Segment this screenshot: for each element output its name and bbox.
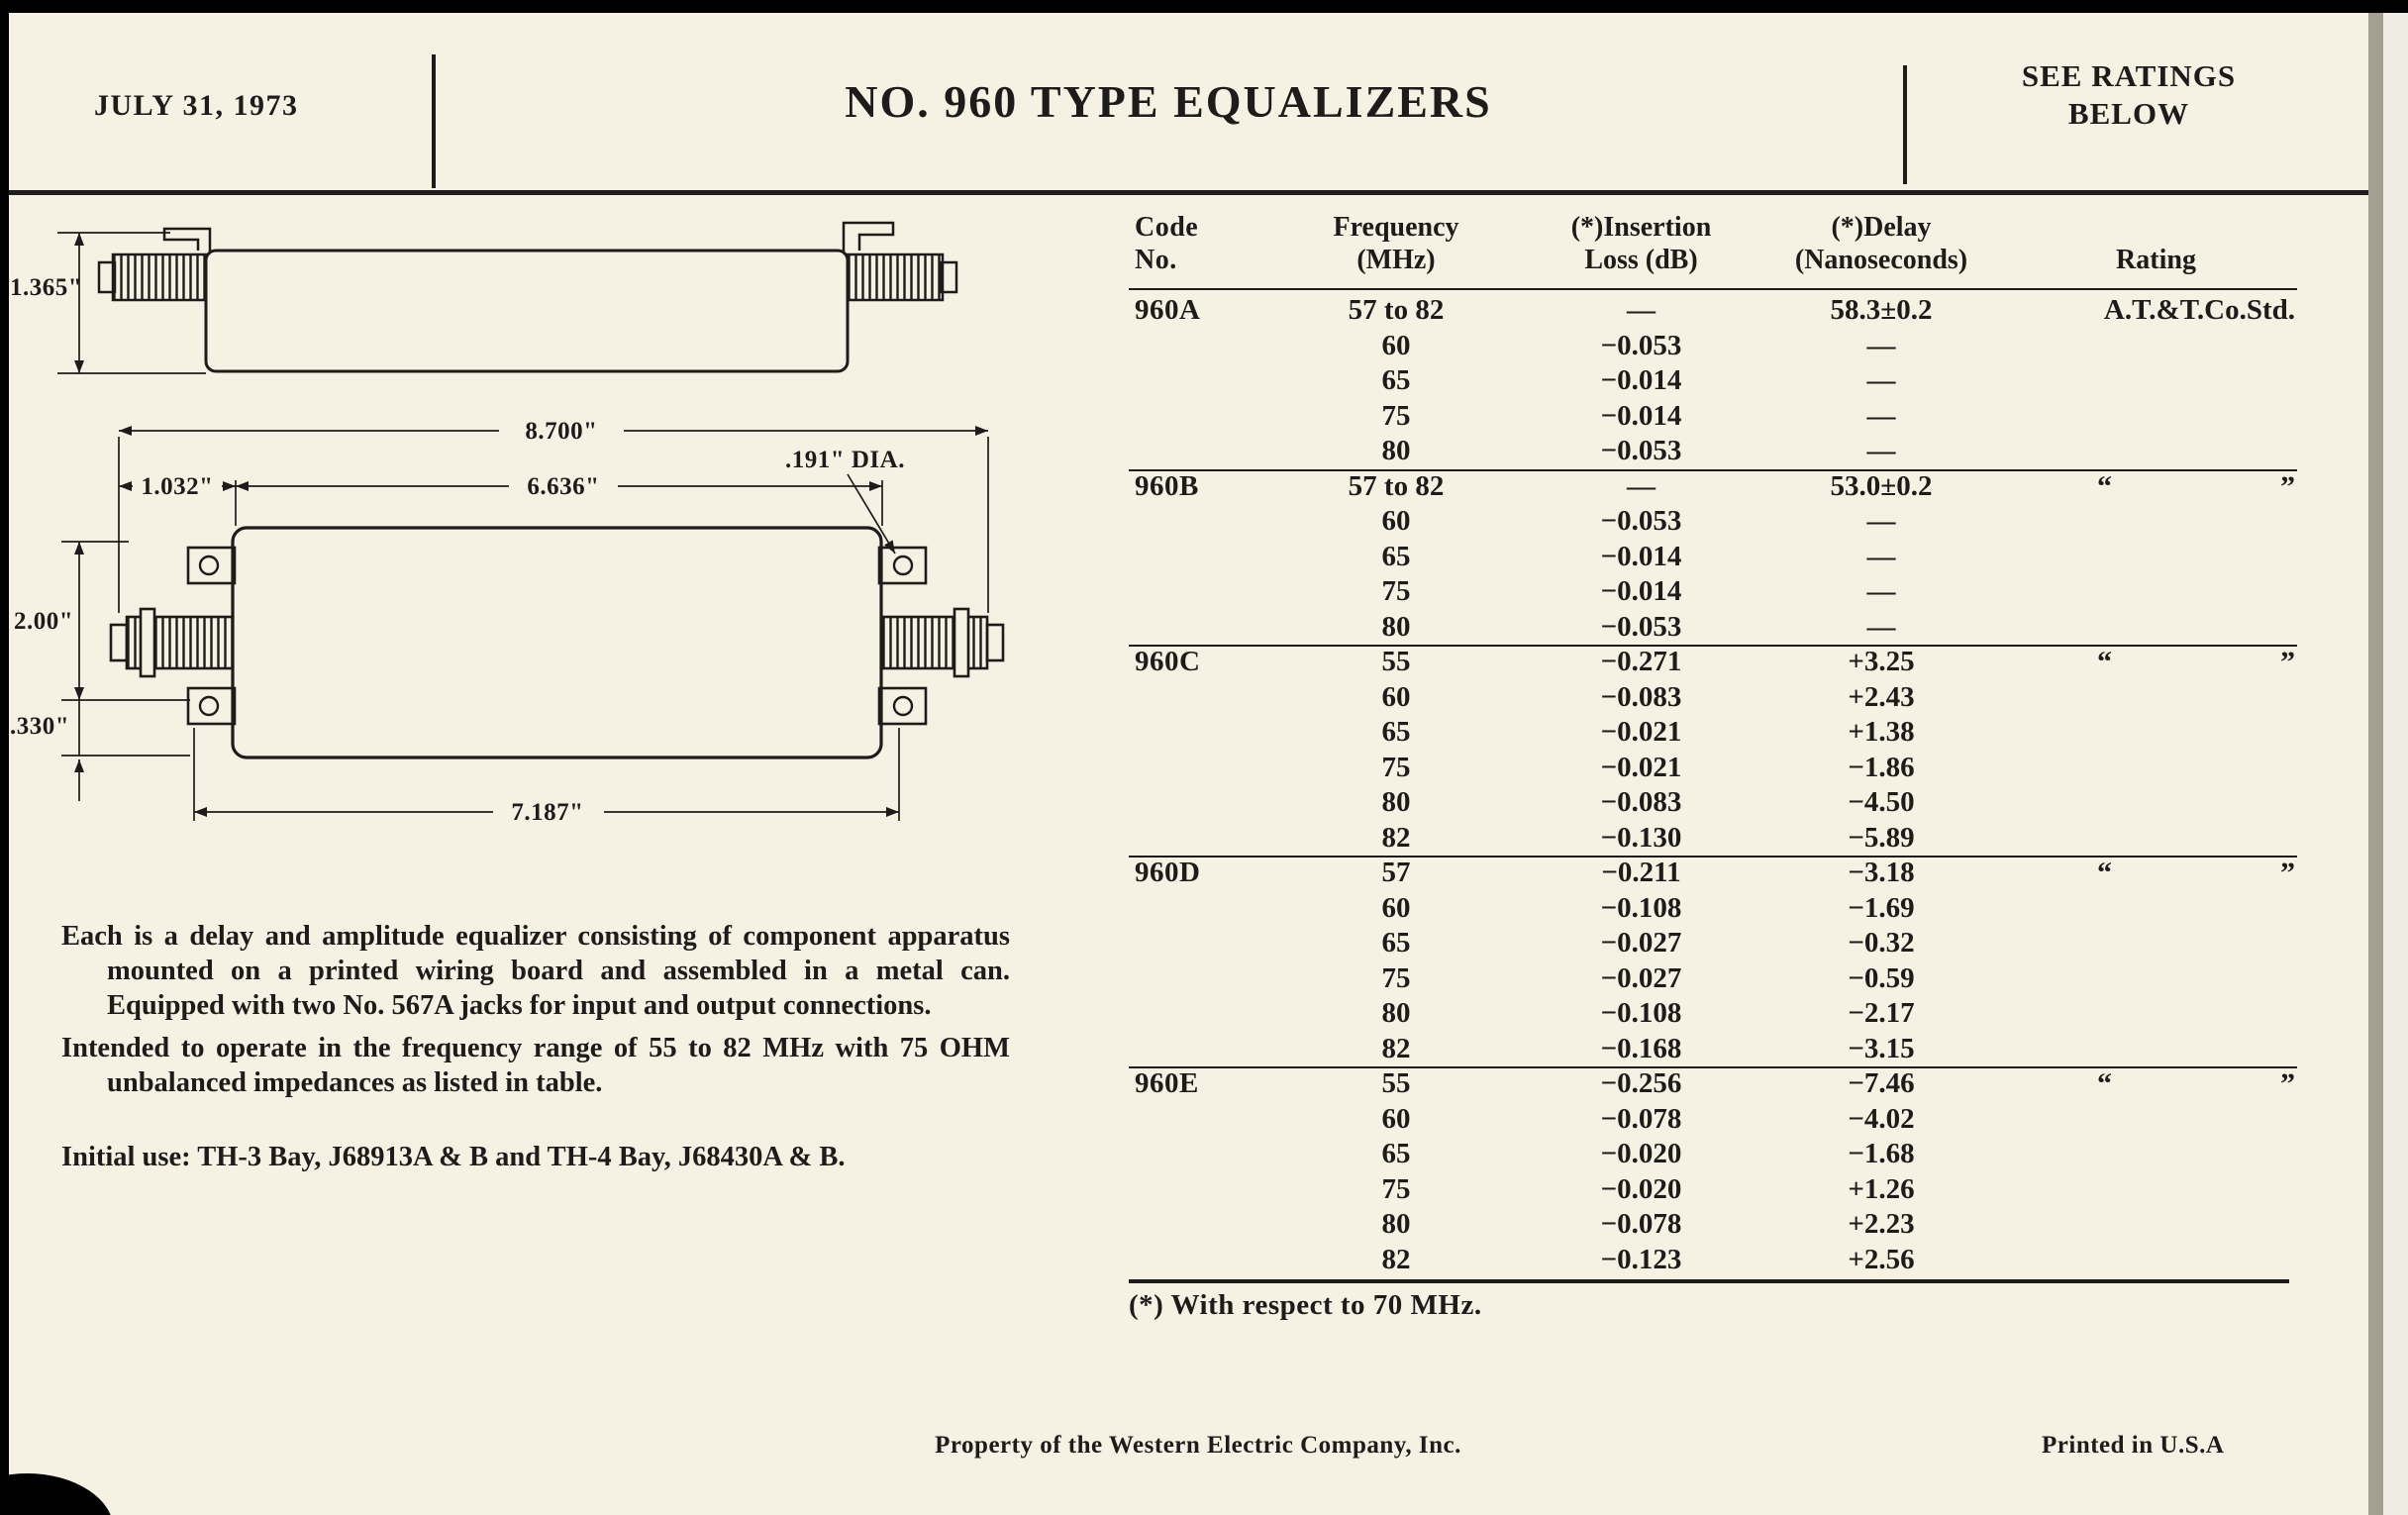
cell-insertion-loss: −0.014: [1600, 540, 1682, 572]
cell-code-no: [1129, 926, 1257, 961]
cell-code-no: [1129, 574, 1257, 610]
cell-code-no: 960D: [1135, 857, 1201, 888]
cell-code-no: [1129, 1207, 1257, 1243]
dim-jack-offset-label: 1.032": [141, 473, 214, 500]
cell-code-no: [1129, 961, 1257, 997]
cell-code-no: [1129, 399, 1257, 435]
table-footnote: (*) With respect to 70 MHz.: [1129, 1289, 1482, 1321]
cell-frequency: 82: [1381, 1243, 1411, 1275]
table-row: [1129, 293, 2297, 329]
col-header-delay: [1748, 211, 2015, 276]
header-divider-right: [1903, 65, 1907, 184]
cell-insertion-loss: −0.053: [1600, 435, 1682, 466]
cell-code-no: 960C: [1135, 646, 1201, 677]
cell-insertion-loss: −0.027: [1600, 927, 1682, 959]
cell-code-no: [1129, 540, 1257, 575]
dim-hole-diameter-label: .191" DIA.: [785, 447, 905, 473]
cell-delay: —: [1866, 610, 1896, 643]
cell-rating: [2015, 715, 2297, 751]
cell-frequency: 80: [1381, 435, 1411, 466]
cell-rating: [2015, 363, 2297, 399]
cell-delay: 53.0±0.2: [1830, 469, 1933, 502]
cell-insertion-loss: −0.271: [1600, 646, 1682, 677]
cell-insertion-loss: −0.021: [1600, 716, 1682, 748]
cell-insertion-loss: −0.256: [1600, 1067, 1682, 1099]
mounting-hole-bottom-left: [200, 697, 218, 715]
col-header-code-line2: No.: [1135, 245, 1177, 275]
cell-delay: −0.32: [1848, 927, 1915, 959]
table-row: [1129, 329, 2297, 364]
cell-insertion-loss: −0.083: [1600, 680, 1682, 713]
cell-delay: −5.89: [1848, 821, 1915, 854]
table-row: [1129, 891, 2297, 927]
cell-delay: +3.25: [1848, 646, 1915, 677]
cell-insertion-loss: −0.108: [1600, 997, 1682, 1029]
ditto-marks: “ ”: [2097, 469, 2295, 503]
table-row: [1129, 961, 2297, 997]
cell-delay: −2.17: [1848, 997, 1915, 1029]
cell-rating: [2015, 821, 2297, 857]
cell-frequency: 65: [1381, 540, 1411, 572]
mounting-hole-top-right: [894, 556, 912, 574]
cell-delay: —: [1866, 399, 1896, 432]
col-header-rating: [2015, 211, 2297, 276]
scan-edge-top: [0, 0, 2408, 13]
cell-frequency: 75: [1381, 961, 1411, 994]
cell-insertion-loss: −0.211: [1601, 857, 1681, 888]
table-row: [1129, 469, 2297, 505]
cell-frequency: 80: [1381, 610, 1411, 643]
cell-frequency: 80: [1381, 786, 1411, 818]
cell-insertion-loss: −0.020: [1600, 1138, 1682, 1169]
cell-frequency: 75: [1381, 751, 1411, 783]
cell-delay: −4.50: [1848, 786, 1915, 818]
cell-delay: —: [1866, 575, 1896, 607]
property-notice: Property of the Western Electric Company, Inc.: [935, 1432, 1461, 1459]
ratings-note-line1: SEE RATINGS: [2021, 58, 2237, 93]
cell-frequency: 57 to 82: [1348, 294, 1445, 326]
col-header-delay-line1: (*)Delay: [1831, 212, 1932, 243]
cell-frequency: 60: [1381, 329, 1411, 361]
cell-code-no: 960B: [1135, 469, 1199, 502]
cell-rating: [2015, 645, 2297, 681]
cell-insertion-loss: −0.108: [1600, 891, 1682, 924]
table-row: [1129, 504, 2297, 540]
equalizer-technical-drawing: [0, 193, 1129, 901]
col-header-insertion-loss-line2: Loss (dB): [1584, 245, 1698, 275]
ditto-marks: “ ”: [2097, 857, 2295, 889]
cell-frequency: 60: [1381, 1102, 1411, 1135]
cell-code-no: 960A: [1135, 294, 1201, 326]
cell-insertion-loss: −0.014: [1600, 399, 1682, 432]
mounting-hole-bottom-right: [894, 697, 912, 715]
table-row: [1129, 856, 2297, 891]
col-header-insertion-loss: [1535, 211, 1748, 276]
cell-insertion-loss: −0.053: [1600, 329, 1682, 361]
description-paragraph-1: Each is a delay and amplitude equalizer consisting of component apparatus mounted on a printed wiring board and assembled in a metal can. Equipped with two No. 567A jacks for input and output connections.: [61, 921, 1010, 1021]
cell-insertion-loss: −0.053: [1600, 610, 1682, 643]
table-header: [1129, 211, 2297, 276]
cell-frequency: 60: [1381, 505, 1411, 537]
cell-frequency: 75: [1381, 399, 1411, 432]
table-row: [1129, 540, 2297, 575]
col-header-code: [1129, 211, 1257, 276]
cell-rating: A.T.&T.Co.Std.: [2103, 294, 2295, 326]
cell-rating: [2015, 1102, 2297, 1138]
cell-rating: [2015, 996, 2297, 1032]
cell-insertion-loss: −0.130: [1600, 821, 1682, 854]
table-bottom-rule: [1129, 1279, 2289, 1283]
cell-insertion-loss: −0.078: [1600, 1208, 1682, 1240]
cell-delay: —: [1866, 505, 1896, 537]
cell-delay: −1.86: [1848, 751, 1915, 783]
cell-insertion-loss: —: [1627, 294, 1656, 326]
printed-in-usa: Printed in U.S.A: [2042, 1432, 2225, 1459]
cell-rating: [2015, 504, 2297, 540]
table-row: [1129, 1243, 2297, 1278]
cell-frequency: 57: [1381, 857, 1411, 888]
cell-rating: [2015, 751, 2297, 786]
cell-code-no: [1129, 1102, 1257, 1138]
cell-frequency: 80: [1381, 997, 1411, 1029]
initial-use-paragraph: Initial use: TH-3 Bay, J68913A & B and TH-4 Bay, J68430A & B.: [61, 1142, 846, 1172]
cell-frequency: 57 to 82: [1348, 469, 1445, 502]
table-row: [1129, 680, 2297, 716]
col-header-rating-label: Rating: [2116, 245, 2196, 275]
cell-insertion-loss: −0.078: [1600, 1102, 1682, 1135]
cell-code-no: [1129, 329, 1257, 364]
cell-insertion-loss: −0.168: [1600, 1032, 1682, 1064]
table-row: [1129, 645, 2297, 680]
cell-rating: [2015, 610, 2297, 646]
cell-delay: —: [1866, 364, 1896, 396]
table-row: [1129, 926, 2297, 961]
cell-code-no: [1129, 891, 1257, 927]
cell-insertion-loss: −0.053: [1600, 505, 1682, 537]
col-header-frequency-line1: Frequency: [1333, 212, 1459, 243]
cell-code-no: [1129, 680, 1257, 716]
cell-code-no: [1129, 363, 1257, 399]
cell-code-no: [1129, 785, 1257, 821]
cell-frequency: 82: [1381, 821, 1411, 854]
cell-rating: [2015, 329, 2297, 364]
cell-rating: [2015, 891, 2297, 927]
cell-code-no: [1129, 504, 1257, 540]
cell-delay: −7.46: [1848, 1067, 1915, 1099]
dim-tab-offset-label: .330": [10, 713, 70, 740]
cell-rating: [2015, 574, 2297, 610]
table-row: [1129, 821, 2297, 857]
cell-insertion-loss: −0.014: [1600, 575, 1682, 607]
front-view: [111, 528, 1003, 758]
table-body: [1129, 293, 2297, 1277]
cell-delay: −3.15: [1848, 1032, 1915, 1064]
cell-delay: −1.68: [1848, 1138, 1915, 1169]
cell-rating: [2015, 1137, 2297, 1172]
cell-frequency: 55: [1381, 646, 1411, 677]
header-date: JULY 31, 1973: [94, 89, 299, 122]
cell-rating: [2015, 1032, 2297, 1067]
table-row: [1129, 1032, 2297, 1067]
cell-frequency: 75: [1381, 575, 1411, 607]
cell-frequency: 82: [1381, 1032, 1411, 1064]
cell-insertion-loss: −0.027: [1600, 961, 1682, 994]
cell-frequency: 65: [1381, 927, 1411, 959]
cell-delay: +2.43: [1848, 680, 1915, 713]
cell-insertion-loss: −0.123: [1600, 1243, 1682, 1275]
cell-delay: −3.18: [1848, 857, 1915, 888]
page-title: NO. 960 TYPE EQUALIZERS: [845, 76, 1492, 127]
table-row: [1129, 751, 2297, 786]
ratings-note-line2: BELOW: [2067, 96, 2190, 131]
ditto-marks: “ ”: [2097, 1067, 2295, 1100]
cell-frequency: 60: [1381, 891, 1411, 924]
table-row: [1129, 1102, 2297, 1138]
header-divider-left: [432, 54, 436, 188]
cell-rating: [2015, 469, 2297, 506]
cell-code-no: [1129, 434, 1257, 469]
cell-delay: +2.56: [1848, 1243, 1915, 1275]
table-header-rule: [1129, 288, 2297, 290]
dim-mounting-spacing-label: 7.187": [511, 799, 584, 826]
table-row: [1129, 1066, 2297, 1102]
table-row: [1129, 610, 2297, 646]
dim-body-width-label: 6.636": [527, 473, 600, 500]
table-row: [1129, 785, 2297, 821]
cell-code-no: [1129, 1172, 1257, 1208]
ratings-note: [1970, 57, 2287, 133]
cell-code-no: [1129, 610, 1257, 646]
cell-code-no: [1129, 1137, 1257, 1172]
cell-rating: [2015, 1207, 2297, 1243]
cell-rating: [2015, 540, 2297, 575]
cell-delay: —: [1866, 435, 1896, 466]
cell-rating: [2015, 399, 2297, 435]
cell-frequency: 65: [1381, 1138, 1411, 1169]
cell-delay: −0.59: [1848, 961, 1915, 994]
cell-delay: +2.23: [1848, 1208, 1915, 1240]
table-row: [1129, 715, 2297, 751]
cell-frequency: 75: [1381, 1172, 1411, 1205]
dim-overall-width-label: 8.700": [525, 418, 598, 445]
cell-rating: [2015, 680, 2297, 716]
col-header-frequency-line2: (MHz): [1356, 245, 1436, 275]
mounting-hole-top-left: [200, 556, 218, 574]
dimension-labels: [10, 274, 905, 826]
cell-delay: 58.3±0.2: [1830, 294, 1933, 326]
cell-code-no: [1129, 1032, 1257, 1067]
dim-side-height-label: 1.365": [10, 274, 83, 301]
cell-delay: —: [1866, 329, 1896, 361]
scan-edge-left: [0, 0, 9, 1515]
scan-edge-right-strip: [2383, 13, 2408, 1515]
cell-delay: —: [1866, 540, 1896, 572]
col-header-insertion-loss-line1: (*)Insertion: [1570, 212, 1712, 243]
table-row: [1129, 399, 2297, 435]
cell-code-no: [1129, 821, 1257, 857]
cell-delay: −1.69: [1848, 891, 1915, 924]
table-row: [1129, 363, 2297, 399]
scan-edge-right-shadow: [2368, 13, 2383, 1515]
cell-insertion-loss: —: [1627, 469, 1656, 502]
table-row: [1129, 434, 2297, 469]
cell-rating: [2015, 1243, 2297, 1278]
table-row: [1129, 1137, 2297, 1172]
cell-code-no: [1129, 996, 1257, 1032]
cell-rating: [2015, 1066, 2297, 1103]
cell-delay: +1.26: [1848, 1172, 1915, 1205]
table-row: [1129, 574, 2297, 610]
description-block: [61, 919, 1010, 1182]
cell-rating: [2015, 961, 2297, 997]
cell-frequency: 65: [1381, 716, 1411, 748]
cell-rating: [2015, 434, 2297, 469]
cell-delay: +1.38: [1848, 716, 1915, 748]
dim-can-height-label: 2.00": [14, 608, 74, 635]
table-row: [1129, 1207, 2297, 1243]
cell-insertion-loss: −0.014: [1600, 364, 1682, 396]
cell-frequency: 60: [1381, 680, 1411, 713]
cell-code-no: [1129, 715, 1257, 751]
cell-insertion-loss: −0.021: [1600, 751, 1682, 783]
description-paragraph-2: Intended to operate in the frequency range of 55 to 82 MHz with 75 OHM unbalanced impedances as listed in table.: [61, 1033, 1010, 1098]
table-row: [1129, 996, 2297, 1032]
cell-frequency: 65: [1381, 364, 1411, 396]
cell-rating: [2015, 785, 2297, 821]
col-header-frequency: [1257, 211, 1535, 276]
cell-insertion-loss: −0.083: [1600, 786, 1682, 818]
cell-code-no: 960E: [1135, 1067, 1199, 1099]
cell-rating: [2015, 1172, 2297, 1208]
cell-rating: [2015, 926, 2297, 961]
cell-frequency: 55: [1381, 1067, 1411, 1099]
cell-rating: [2015, 856, 2297, 892]
cell-code-no: [1129, 1243, 1257, 1278]
col-header-code-line1: Code: [1135, 212, 1199, 243]
cell-frequency: 80: [1381, 1208, 1411, 1240]
col-header-delay-line2: (Nanoseconds): [1794, 245, 1968, 275]
ditto-marks: “ ”: [2097, 646, 2295, 678]
side-view: [99, 223, 956, 371]
cell-code-no: [1129, 751, 1257, 786]
cell-insertion-loss: −0.020: [1600, 1172, 1682, 1205]
table-row: [1129, 1172, 2297, 1208]
cell-delay: −4.02: [1848, 1102, 1915, 1135]
